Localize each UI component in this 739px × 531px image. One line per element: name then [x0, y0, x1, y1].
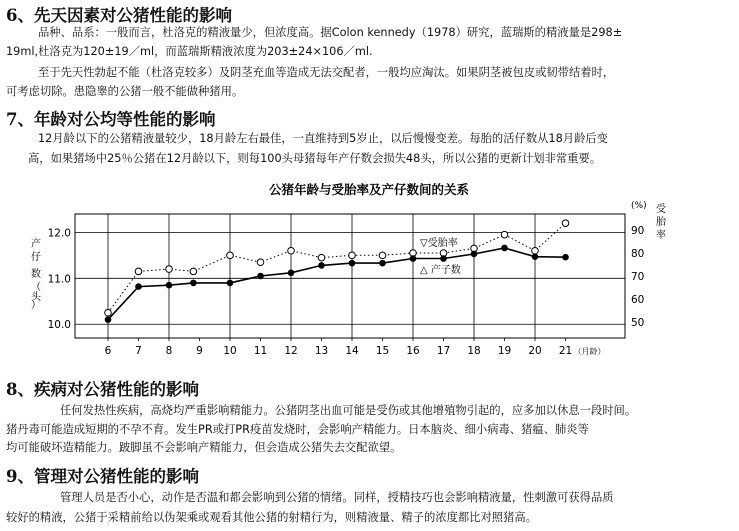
x-unit-label: （月龄）: [573, 347, 606, 356]
litter-size-point: [190, 280, 197, 287]
chart-tick-labels: [31, 201, 667, 357]
x-tick-label: 18: [467, 345, 481, 357]
y-right-tick-label: 50: [631, 316, 645, 329]
section-6-para-line-2: 19ml,杜洛克为120±19／ml，而蓝瑞斯精液浓度为203±24×106／ml.: [6, 45, 373, 58]
chart-gridlines: [75, 214, 625, 338]
section-7-para-line-1: 12月龄以下的公猪精液量较少，18月龄左右最佳，一直维持到5岁止，以后慢慢变差。每胎的活仔数从18月龄后变: [38, 132, 608, 145]
conception-rate-point: [562, 220, 569, 227]
y-right-axis-label-char: 胎: [656, 217, 666, 228]
litter-size-point: [532, 253, 539, 260]
x-tick-label: 10: [223, 345, 237, 357]
x-tick-label: 12: [284, 345, 298, 357]
section-8-heading: 8、疾病对公猪性能的影响: [6, 380, 199, 399]
x-tick-label: 6: [104, 345, 112, 357]
conception-rate-point: [379, 252, 386, 259]
conception-rate-point: [532, 247, 539, 254]
section-9-para-line-1: 管理人员是否小心，动作是否温和都会影响到公猪的情绪。同样，授精技巧也会影响精液量，性刺激可获得品质: [60, 491, 614, 504]
x-tick-label: 9: [196, 345, 203, 357]
section-6-para-line-1: 品种、品系：一般而言，杜洛克的精液量少，但浓度高。据Colon kennedy（1978）研究，蓝瑞斯的精液量是298±: [38, 26, 623, 39]
y-right-tick-label: 70: [631, 271, 645, 283]
x-tick-label: 15: [375, 345, 390, 357]
x-tick-label: 7: [135, 345, 142, 357]
litter-size-point: [135, 283, 142, 290]
x-tick-label: 19: [497, 345, 512, 357]
litter-size-point: [501, 245, 508, 252]
section-7-para-line-2: 高，如果猪场中25％公猪在12月龄以下，则每100头母猪每年产仔数会损失48头，所以公猪的更新计划非常重要。: [28, 152, 602, 165]
y-right-tick-label: 90: [631, 225, 645, 238]
conception-rate-point: [349, 252, 356, 259]
y-right-tick-label: 60: [631, 293, 645, 306]
chart-title: 公猪年龄与受胎率及产仔数间的关系: [268, 182, 470, 197]
litter-size-point: [410, 255, 417, 262]
x-tick-label: 16: [406, 345, 420, 357]
conception-rate-point: [190, 268, 197, 275]
age-chart: [0, 176, 739, 376]
section-9-heading: 9、管理对公猪性能的影响: [6, 467, 199, 486]
section-7-heading: 7、年龄对公均等性能的影响: [6, 110, 216, 129]
conception-rate-point: [166, 266, 173, 273]
litter-size-point: [318, 262, 325, 269]
legend-conception: ▽受胎率: [420, 238, 458, 249]
y-right-tick-label: 80: [631, 248, 645, 261]
conception-rate-point: [257, 259, 264, 266]
section-9-para-line-2: 较好的精液，公猪于采精前给以伪架乘或观看其他公猪的射精行为，则精液量、精子的浓度都比对照猪高。: [6, 511, 537, 524]
section-6-para-line-3: 至于先天性勃起不能（杜洛克较多）及阴茎充血等造成无法交配者，一般均应淘汰。如果阴茎被包皮或韧带结着时，: [38, 66, 615, 79]
litter-size-point: [105, 316, 112, 323]
x-tick-label: 8: [165, 345, 173, 357]
y-left-tick-label: 10.0: [47, 319, 71, 332]
x-tick-label: 11: [253, 345, 268, 357]
y-left-axis-label-char: 产: [31, 239, 41, 250]
y-left-axis-label-char: （: [31, 282, 41, 293]
y-left-tick-label: 11.0: [47, 273, 71, 286]
conception-rate-point: [288, 247, 295, 254]
conception-rate-point: [501, 231, 508, 238]
conception-rate-point: [227, 252, 234, 259]
section-8-para-line-1: 任何发热性疾病，高烧均严重影响精能力。公猪阴茎出血可能是受伤或其他增殖物引起的，应多加以休息一段时间。: [60, 404, 637, 417]
x-tick-label: 21: [558, 345, 573, 357]
x-tick-label: 13: [314, 345, 329, 357]
x-tick-label: 14: [345, 345, 359, 357]
litter-size-point: [288, 269, 295, 276]
section-6-heading: 6、先天因素对公猪性能的影响: [6, 6, 232, 25]
y-left-axis-label-char: 数: [31, 269, 41, 280]
y-left-axis-label-char: ）: [31, 300, 41, 311]
x-tick-label: 17: [436, 345, 451, 357]
litter-size-point: [349, 260, 356, 267]
conception-rate-point: [105, 309, 112, 316]
x-tick-label: 20: [528, 345, 542, 357]
series-line-litter: [108, 248, 566, 320]
legend-litter: △ 产子数: [420, 265, 461, 276]
litter-size-point: [379, 260, 386, 267]
y-left-axis-label-char: 头: [31, 292, 41, 303]
chart-axes: [75, 214, 625, 341]
chart-series-lines: [108, 223, 566, 319]
conception-rate-point: [318, 254, 325, 261]
section-8-para-line-3: 均可能破坏造精能力。跛脚虽不会影响产精能力，但会造成公猪失去交配欲望。: [6, 441, 402, 454]
litter-size-point: [471, 251, 478, 258]
series-line-conception: [108, 223, 566, 313]
y-left-tick-label: 12.0: [47, 227, 71, 240]
conception-rate-point: [135, 268, 142, 275]
litter-size-point: [257, 273, 264, 280]
section-6-para-line-4: 可考虑切除。患隐睾的公猪一般不能做种猪用。: [6, 85, 244, 98]
y-left-axis-label-char: 仔: [31, 252, 41, 263]
y-right-axis-label-char: 率: [656, 230, 666, 241]
litter-size-point: [562, 254, 569, 261]
litter-size-point: [440, 255, 447, 262]
y-right-unit: (%): [631, 201, 647, 211]
section-8-para-line-2: 猪丹毒可能造成短期的不孕不育。发生PR或打PR疫苗发烧时，会影响产精能力。日本脑炎、细小病毒、猪瘟、肺炎等: [6, 423, 589, 436]
chart-markers: [105, 220, 569, 323]
litter-size-point: [166, 282, 173, 289]
litter-size-point: [227, 280, 234, 287]
y-right-axis-label-char: 受: [656, 204, 666, 215]
